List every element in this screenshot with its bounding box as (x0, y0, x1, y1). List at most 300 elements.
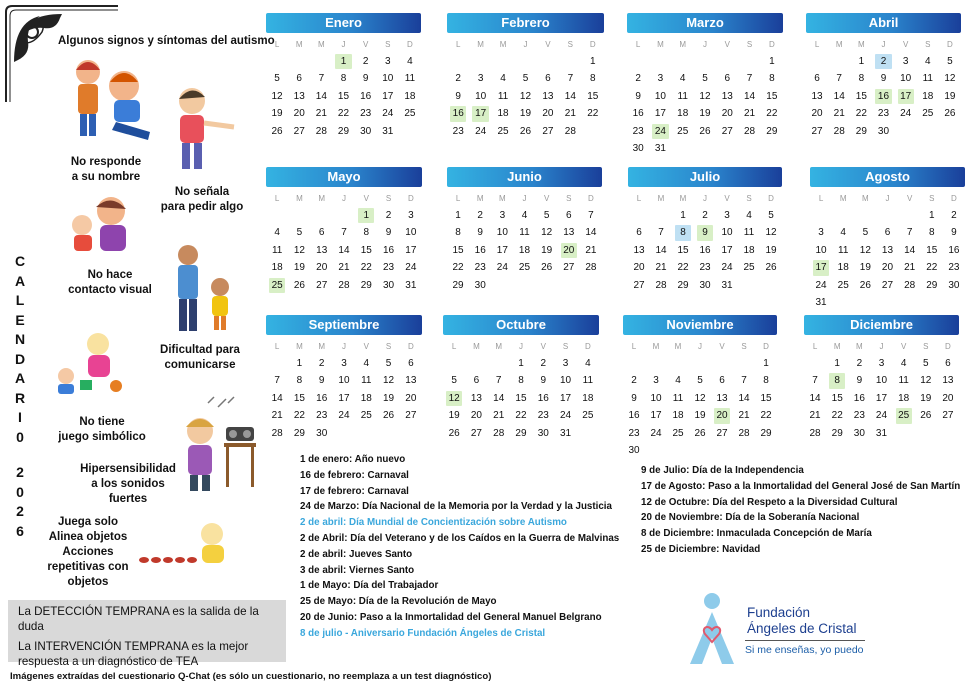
calendar-day: 17 (654, 108, 666, 120)
calendar-day: 21 (833, 108, 845, 120)
calendar-day: 20 (293, 108, 305, 120)
calendar-day: 5 (385, 358, 392, 369)
empty-day (266, 207, 288, 224)
calendar-day: 15 (766, 90, 778, 102)
calendar-day: 13 (563, 227, 575, 239)
calendar-day: 19 (541, 244, 553, 256)
calendar-day: 27 (405, 410, 417, 422)
empty-day (310, 53, 332, 70)
calendar-day: 26 (859, 279, 871, 291)
month-grid (447, 36, 604, 140)
month-junio (447, 167, 602, 294)
month-header: Abril (806, 13, 961, 33)
calendar-day: 8 (296, 375, 303, 387)
calendar-day: 30 (699, 279, 711, 291)
calendar-day: 26 (448, 427, 460, 439)
calendar-day: 16 (699, 244, 711, 256)
calendar-day: 6 (473, 375, 480, 387)
weekday-label: S (385, 194, 392, 203)
weekday-label: D (951, 194, 957, 203)
empty-day (488, 355, 510, 372)
calendar-day: 23 (877, 108, 890, 120)
holiday-day: 17 (813, 260, 829, 275)
calendar-day: 7 (746, 73, 753, 85)
calendar-day: 25 (837, 279, 849, 291)
calendar-day: 24 (650, 427, 662, 439)
calendar-day: 24 (815, 279, 827, 291)
weekday-label: L (631, 342, 637, 351)
weekday-label: J (522, 194, 527, 203)
calendar-day: 27 (716, 427, 728, 439)
calendar-day: 26 (383, 410, 395, 422)
weekday-label: M (318, 40, 325, 49)
calendar-day: 9 (856, 375, 863, 387)
calendar-day: 7 (812, 375, 818, 387)
calendar-day: 22 (515, 410, 527, 422)
month-grid (623, 338, 777, 459)
calendar-day: 14 (271, 392, 283, 404)
calendar-day: 8 (363, 227, 370, 239)
empty-day (288, 53, 310, 70)
vertical-year-digit: 0 (16, 483, 24, 500)
calendar-day: 18 (898, 392, 910, 404)
calendar-day: 28 (655, 279, 667, 291)
empty-day (628, 207, 650, 224)
calendar-day: 24 (475, 125, 487, 137)
calendar-day: 21 (338, 262, 350, 274)
weekday-label: M (833, 342, 841, 351)
calendar-day: 7 (341, 227, 347, 239)
calendar-day: 19 (920, 392, 932, 404)
weekday-label: V (540, 342, 546, 351)
weekday-label: V (724, 40, 730, 49)
holiday-item: 2 de abril: Jueves Santo (300, 548, 413, 560)
calendar-day: 29 (677, 279, 689, 291)
calendar-day: 10 (496, 227, 508, 239)
weekday-label: L (455, 40, 461, 49)
calendar-day: 16 (383, 244, 395, 256)
calendar-day: 5 (522, 73, 529, 85)
holiday-item: 1 de Mayo: Día del Trabajador (300, 580, 439, 592)
calendar-day: 7 (495, 375, 502, 387)
calendar-day: 27 (563, 262, 575, 274)
child-toys-illustration (50, 330, 130, 398)
empty-day (711, 355, 733, 372)
calendar-day: 22 (337, 108, 350, 120)
calendar-day: 3 (341, 358, 347, 369)
holiday-day: 8 (675, 225, 691, 240)
calendar-day: 27 (881, 279, 894, 291)
calendar-day: 16 (537, 392, 549, 404)
child-not-pointing-illustration (164, 83, 239, 181)
calendar-day: 26 (519, 125, 532, 137)
weekday-label: J (702, 40, 707, 49)
calendar-day: 5 (768, 210, 774, 221)
month-header: Marzo (627, 13, 783, 33)
weekday-label: S (925, 40, 931, 49)
calendar-day: 21 (585, 244, 597, 256)
calendar-day: 4 (500, 73, 506, 85)
holiday-item: 1 de enero: Año nuevo (300, 454, 406, 465)
calendar-day: 1 (455, 210, 461, 221)
calendar-day: 31 (815, 296, 827, 308)
weekday-label: M (318, 342, 326, 351)
caption-no-responde: No responde a su nombre (70, 156, 142, 183)
calendar-day: 4 (679, 73, 686, 85)
calendar-day: 26 (699, 125, 711, 137)
calendar-day: 20 (542, 108, 554, 120)
empty-day (443, 355, 465, 372)
vertical-year (12, 463, 28, 541)
early-detection-box (8, 600, 286, 668)
weekday-label: S (929, 194, 935, 203)
logo-divider (745, 640, 865, 641)
calendar-day: 18 (497, 108, 509, 120)
weekday-label: D (584, 342, 591, 351)
calendar-day: 25 (922, 108, 934, 120)
empty-day (733, 355, 755, 372)
empty-day (645, 355, 667, 372)
month-grid (627, 36, 783, 157)
calendar-day: 21 (493, 410, 505, 422)
calendar-day: 6 (814, 73, 820, 85)
calendar-day: 28 (338, 279, 350, 291)
vertical-title (12, 252, 28, 447)
holiday-day: 1 (358, 208, 374, 223)
calendar-day: 6 (408, 358, 414, 369)
calendar-day: 10 (650, 392, 662, 404)
calendar-day: 18 (922, 90, 934, 102)
calendar-day: 6 (945, 358, 951, 369)
calendar-day: 12 (765, 227, 777, 239)
holiday-item: 17 de febrero: Carnaval (300, 485, 409, 497)
calendar-day: 6 (636, 227, 642, 239)
calendar-day: 26 (694, 427, 706, 439)
holiday-day: 1 (335, 54, 351, 69)
angel-logo-icon (682, 590, 742, 670)
holiday-day: 25 (269, 278, 285, 293)
calendar-day: 25 (743, 262, 755, 274)
weekday-label: S (562, 342, 569, 351)
calendar-day: 30 (628, 444, 640, 456)
month-grid (806, 36, 961, 140)
calendar-day: 18 (360, 392, 372, 404)
calendar-day: 1 (928, 210, 935, 221)
weekday-label: D (589, 40, 596, 49)
calendar-day: 27 (942, 410, 954, 422)
calendar-day: 25 (672, 427, 684, 439)
calendar-day: 28 (315, 125, 327, 137)
vertical-year-digit: 6 (16, 522, 24, 539)
calendar-day: 4 (274, 227, 280, 239)
calendar-day: 26 (944, 108, 956, 120)
empty-day (559, 53, 581, 70)
calendar-day: 27 (293, 125, 305, 137)
calendar-day: 24 (496, 262, 508, 274)
month-mayo (266, 167, 422, 294)
calendar-day: 30 (537, 427, 549, 439)
calendar-day: 4 (746, 210, 752, 221)
holiday-day: 17 (472, 106, 488, 121)
calendar-day: 14 (904, 244, 916, 256)
calendar-day: 19 (765, 244, 777, 256)
calendar-day: 4 (407, 56, 413, 67)
calendar-day: 7 (567, 73, 574, 85)
calendar-day: 6 (884, 227, 891, 239)
calendar-day: 15 (855, 90, 867, 102)
calendar-day: 27 (721, 125, 733, 137)
calendar-day: 20 (633, 262, 645, 274)
weekday-label: S (741, 342, 747, 351)
calendar-day: 23 (628, 427, 640, 439)
calendar-day: 26 (765, 262, 777, 274)
calendar-day: 4 (900, 358, 907, 369)
calendar-day: 20 (881, 262, 894, 274)
calendar-day: 29 (760, 427, 772, 439)
calendar-day: 13 (942, 375, 954, 387)
calendar-day: 18 (518, 244, 531, 256)
calendar-day: 3 (818, 227, 824, 239)
holiday-day: 2 (875, 54, 891, 69)
weekday-label: D (768, 40, 775, 49)
calendar-day: 5 (543, 210, 550, 221)
calendar-day: 9 (362, 73, 369, 85)
calendar-day: 31 (382, 125, 394, 137)
calendar-day: 19 (383, 392, 395, 404)
calendar-day: 26 (541, 262, 553, 274)
weekday-label: V (363, 194, 369, 203)
calendar-day: 12 (541, 227, 553, 239)
calendar-day: 23 (853, 410, 865, 422)
weekday-label: M (679, 40, 687, 49)
calendar-day: 1 (296, 358, 303, 369)
calendar-day: 19 (519, 108, 532, 120)
vertical-title-letter: I (18, 409, 22, 425)
empty-day (333, 207, 355, 224)
calendar-day: 25 (497, 125, 509, 137)
calendar-day: 17 (382, 90, 394, 102)
weekday-label: V (724, 194, 730, 203)
calendar-day: 13 (716, 392, 728, 404)
calendar-day: 3 (657, 73, 664, 85)
calendar-day: 25 (360, 410, 372, 422)
empty-day (854, 207, 876, 224)
weekday-label: M (473, 342, 480, 351)
calendar-day: 2 (455, 73, 461, 85)
adult-child-illustration (168, 243, 240, 335)
calendar-day: 29 (831, 427, 843, 439)
calendar-day: 2 (318, 358, 325, 369)
calendar-day: 30 (474, 279, 486, 291)
month-grid (266, 36, 421, 140)
holiday-day: 16 (875, 89, 891, 104)
children-crying-illustration (66, 52, 156, 144)
calendar-day: 29 (360, 279, 372, 291)
calendar-day: 11 (838, 244, 849, 256)
weekday-label: M (295, 40, 303, 49)
calendar-day: 8 (769, 73, 775, 85)
weekday-label: L (635, 40, 641, 49)
weekday-label: V (543, 194, 550, 203)
calendar-day: 14 (738, 392, 750, 404)
weekday-label: S (746, 194, 752, 203)
holidays-left (300, 452, 619, 642)
calendar-day: 30 (360, 125, 372, 137)
calendar-day: 12 (293, 244, 305, 256)
calendar-day: 14 (809, 392, 821, 404)
calendar-day: 4 (521, 210, 528, 221)
empty-day (876, 207, 898, 224)
calendar-day: 11 (672, 392, 684, 404)
calendar-day: 27 (811, 125, 823, 137)
calendar-day: 23 (948, 262, 960, 274)
holiday-item: 8 de julio - Aniversario Fundación Ángeles de Cristal (300, 627, 546, 639)
calendar-day: 28 (833, 125, 845, 137)
calendar-day: 20 (316, 262, 328, 274)
weekday-label: D (407, 342, 414, 351)
calendar-day: 18 (271, 262, 283, 274)
calendar-day: 8 (518, 375, 524, 387)
empty-day (804, 355, 826, 372)
calendar-day: 19 (699, 108, 711, 120)
month-marzo (627, 13, 783, 157)
weekday-label: L (455, 194, 461, 203)
weekday-label: V (545, 40, 551, 49)
calendar-day: 30 (632, 142, 644, 154)
calendar-day: 1 (858, 56, 865, 67)
calendar-day: 29 (337, 125, 350, 137)
empty-day (266, 355, 288, 372)
empty-day (623, 355, 645, 372)
logo-tagline: Si me enseñas, yo puedo (745, 644, 864, 656)
month-noviembre (623, 315, 777, 459)
calendar-day: 23 (452, 125, 464, 137)
calendar-day: 17 (560, 392, 572, 404)
empty-day (447, 53, 469, 70)
calendar-day: 6 (724, 73, 731, 85)
calendar-day: 5 (922, 358, 929, 369)
holiday-day: 24 (652, 124, 668, 139)
weekday-label: J (523, 40, 528, 49)
calendar-day: 11 (922, 73, 933, 85)
calendar-day: 5 (947, 56, 953, 67)
calendar-day: 2 (362, 56, 369, 67)
calendar-day: 26 (271, 125, 283, 137)
vertical-title-letter: A (14, 272, 26, 289)
calendar-day: 27 (470, 427, 482, 439)
calendar-day: 28 (904, 279, 916, 291)
calendar-day: 28 (809, 427, 821, 439)
calendar-day: 7 (906, 227, 913, 239)
calendar-day: 29 (766, 125, 778, 137)
month-header: Mayo (266, 167, 422, 187)
weekday-label: S (746, 40, 753, 49)
weekday-label: M (674, 342, 682, 351)
vertical-year-digit: 2 (16, 503, 24, 519)
weekday-label: M (858, 40, 865, 49)
vertical-title-letter: C (14, 253, 26, 269)
calendar-day: 13 (542, 90, 554, 102)
empty-day (649, 53, 671, 70)
weekday-label: M (657, 194, 665, 203)
month-header: Noviembre (623, 315, 777, 335)
weekday-label: M (679, 194, 687, 203)
holiday-day: 8 (829, 373, 845, 388)
calendar-day: 12 (699, 90, 711, 102)
holiday-item: 12 de Octubre: Día del Respeto a la Diversidad Cultural (641, 496, 898, 508)
calendar-day: 1 (518, 358, 524, 369)
holiday-day: 9 (697, 225, 713, 240)
calendar-day: 2 (635, 73, 641, 85)
calendar-day: 18 (582, 392, 594, 404)
calendar-day: 14 (744, 90, 756, 102)
holiday-day: 17 (898, 89, 914, 104)
calendar-day: 24 (721, 262, 733, 274)
empty-day (672, 53, 694, 70)
caption-no-contacto: No hace contacto visual (68, 269, 152, 296)
calendar-day: 18 (672, 410, 684, 422)
calendar-day: 19 (859, 262, 871, 274)
calendar-day: 17 (875, 392, 888, 404)
holiday-day: 20 (561, 243, 577, 258)
calendar-day: 11 (519, 227, 530, 239)
calendar-day: 18 (677, 108, 689, 120)
calendar-day: 24 (900, 108, 912, 120)
calendar-day: 5 (296, 227, 303, 239)
calendar-day: 3 (477, 73, 484, 85)
calendar-day: 13 (316, 244, 328, 256)
caption-juega-solo: Juega solo Alinea objetos Acciones repetitivas con objetos (47, 516, 129, 588)
calendar-day: 13 (470, 392, 482, 404)
caption-dificultad: Dificultad para comunicarse (160, 344, 240, 371)
signs-title: Algunos signos y síntomas del autismo (58, 35, 275, 47)
calendar-day: 17 (338, 392, 350, 404)
calendar-day: 3 (653, 375, 659, 387)
calendar-day: 10 (654, 90, 666, 102)
calendar-day: 3 (562, 358, 569, 369)
weekday-label: M (499, 40, 507, 49)
holiday-item: 17 de Agosto: Paso a la Inmortalidad del General José de San Martín (641, 480, 961, 492)
calendar-day: 7 (318, 73, 325, 85)
calendar-day: 22 (855, 108, 867, 120)
calendar-day: 15 (515, 392, 527, 404)
calendar-day: 9 (385, 227, 392, 239)
calendar-day: 24 (338, 410, 350, 422)
weekday-label: M (839, 194, 847, 203)
calendar-day: 29 (855, 125, 867, 137)
calendar-day: 31 (405, 279, 417, 291)
calendar-day: 23 (316, 410, 328, 422)
calendar-day: 22 (760, 410, 772, 422)
month-enero (266, 13, 421, 140)
weekday-label: D (945, 342, 951, 351)
calendar-day: 22 (360, 262, 372, 274)
weekday-label: M (652, 342, 660, 351)
calendar-day: 5 (702, 73, 708, 85)
calendar-day: 1 (763, 358, 769, 369)
calendar-day: 27 (316, 279, 328, 291)
month-header: Enero (266, 13, 421, 33)
caption-no-juego: No tiene juego simbólico (58, 416, 146, 443)
weekday-label: L (451, 342, 457, 351)
calendar-day: 7 (588, 210, 594, 221)
calendar-day: 27 (633, 279, 645, 291)
calendar-day: 14 (493, 392, 505, 404)
vertical-title-letter: N (14, 331, 26, 347)
calendar-day: 10 (560, 375, 572, 387)
holiday-item: 25 de Mayo: Día de la Revolución de Mayo (300, 596, 497, 608)
early-detection-text: La DETECCIÓN TEMPRANA es la salida de la duda (18, 605, 259, 633)
